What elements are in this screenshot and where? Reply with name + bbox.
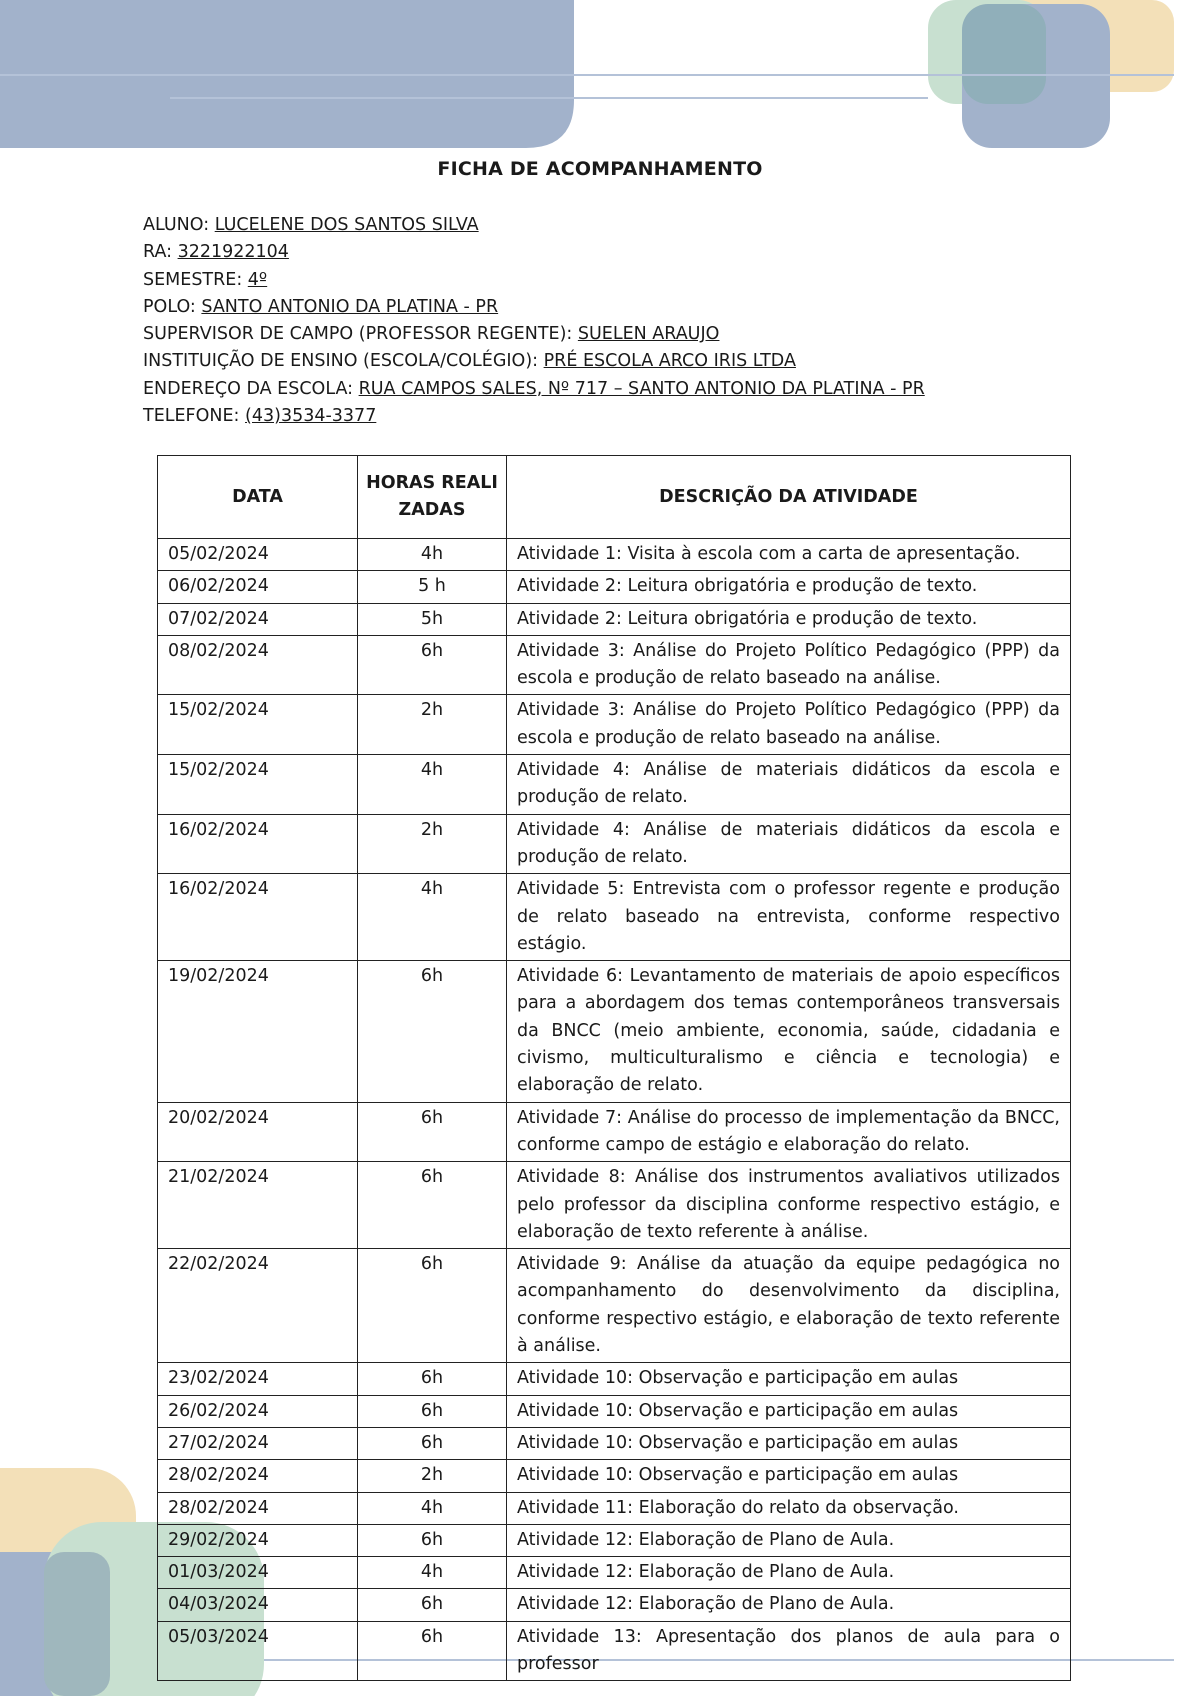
row-hours: 2h (358, 1460, 507, 1492)
row-hours: 6h (358, 961, 507, 1102)
ra-line (143, 239, 925, 266)
table-row (158, 961, 1071, 1102)
row-description: Atividade 10: Observação e participação em aulas (507, 1395, 1071, 1427)
row-description: Atividade 12: Elaboração de Plano de Aula. (507, 1524, 1071, 1556)
header-decoration (0, 0, 1200, 160)
row-date: 01/03/2024 (158, 1557, 358, 1589)
row-description: Atividade 9: Análise da atuação da equipe pedagógica no acompanhamento do desenvolvimento da disciplina, conforme respectivo estágio, e elaboração de texto referente à análise. (507, 1249, 1071, 1363)
row-date: 23/02/2024 (158, 1363, 358, 1395)
row-description: Atividade 10: Observação e participação em aulas (507, 1427, 1071, 1459)
row-hours: 6h (358, 1249, 507, 1363)
row-hours: 5 h (358, 571, 507, 603)
row-date: 15/02/2024 (158, 755, 358, 815)
row-hours: 6h (358, 1589, 507, 1621)
table-row (158, 1249, 1071, 1363)
info-label: SUPERVISOR DE CAMPO (PROFESSOR REGENTE): (143, 324, 578, 345)
address-line (143, 376, 925, 403)
row-date: 27/02/2024 (158, 1427, 358, 1459)
row-description: Atividade 6: Levantamento de materiais de apoio específicos para a abordagem dos temas contemporâneos transversais da BNCC (meio ambiente, economia, saúde, cidadania e civismo, multiculturalismo e ciência e tecnologia) e elaboração de relato. (507, 961, 1071, 1102)
row-description: Atividade 12: Elaboração de Plano de Aula. (507, 1557, 1071, 1589)
row-date: 29/02/2024 (158, 1524, 358, 1556)
info-label: POLO: (143, 296, 202, 317)
row-description: Atividade 4: Análise de materiais didáticos da escola e produção de relato. (507, 814, 1071, 874)
table-row (158, 755, 1071, 815)
row-hours: 6h (358, 1363, 507, 1395)
row-hours: 4h (358, 539, 507, 571)
polo-value: SANTO ANTONIO DA PLATINA - PR (201, 296, 499, 317)
student-info (143, 212, 925, 430)
row-date: 16/02/2024 (158, 874, 358, 961)
row-date: 28/02/2024 (158, 1460, 358, 1492)
table-row (158, 1524, 1071, 1556)
row-description: Atividade 13: Apresentação dos planos de aula para o professor (507, 1621, 1071, 1681)
row-hours: 6h (358, 1395, 507, 1427)
table-row (158, 571, 1071, 603)
table-row (158, 814, 1071, 874)
row-description: Atividade 3: Análise do Projeto Político Pedagógico (PPP) da escola e produção de relato baseado na análise. (507, 695, 1071, 755)
table-row (158, 635, 1071, 695)
info-label: ENDEREÇO DA ESCOLA: (143, 378, 359, 399)
row-hours: 2h (358, 695, 507, 755)
semester-line (143, 267, 925, 294)
supervisor-line (143, 321, 925, 348)
header-overlap-shape (962, 4, 1046, 104)
header-line-top (0, 74, 1174, 76)
row-date: 06/02/2024 (158, 571, 358, 603)
row-hours: 6h (358, 1621, 507, 1681)
polo-line (143, 294, 925, 321)
row-description: Atividade 4: Análise de materiais didáticos da escola e produção de relato. (507, 755, 1071, 815)
semester-value: 4º (247, 269, 268, 290)
row-date: 07/02/2024 (158, 603, 358, 635)
row-description: Atividade 2: Leitura obrigatória e produção de texto. (507, 603, 1071, 635)
table-row (158, 695, 1071, 755)
row-description: Atividade 10: Observação e participação em aulas (507, 1363, 1071, 1395)
table-row (158, 1589, 1071, 1621)
header-hours: HORAS REALIZADAS (358, 456, 507, 539)
footer-overlap-shape (44, 1552, 110, 1696)
row-description: Atividade 8: Análise dos instrumentos avaliativos utilizados pelo professor da disciplina conforme respectivo estágio, e elaboração de texto referente à análise. (507, 1162, 1071, 1249)
row-description: Atividade 1: Visita à escola com a carta de apresentação. (507, 539, 1071, 571)
row-hours: 6h (358, 1102, 507, 1162)
row-date: 20/02/2024 (158, 1102, 358, 1162)
header-description: DESCRIÇÃO DA ATIVIDADE (507, 456, 1071, 539)
table-row (158, 1395, 1071, 1427)
header-date: DATA (158, 456, 358, 539)
institution-line (143, 348, 925, 375)
row-hours: 4h (358, 1557, 507, 1589)
info-label: SEMESTRE: (143, 269, 248, 290)
row-hours: 6h (358, 1524, 507, 1556)
table-row (158, 874, 1071, 961)
table-row (158, 1492, 1071, 1524)
row-date: 05/02/2024 (158, 539, 358, 571)
table-row (158, 1427, 1071, 1459)
row-description: Atividade 7: Análise do processo de implementação da BNCC, conforme campo de estágio e elaboração do relato. (507, 1102, 1071, 1162)
student-name-line (143, 212, 925, 239)
table-row (158, 1363, 1071, 1395)
address-value: RUA CAMPOS SALES, Nº 717 – SANTO ANTONIO DA PLATINA - PR (358, 378, 925, 399)
header-line-bottom (170, 97, 928, 99)
institution-value: PRÉ ESCOLA ARCO IRIS LTDA (543, 351, 796, 372)
table-row (158, 1102, 1071, 1162)
row-date: 16/02/2024 (158, 814, 358, 874)
row-hours: 6h (358, 1427, 507, 1459)
table-row (158, 1621, 1071, 1681)
activities-table (157, 455, 1071, 1681)
table-row (158, 1162, 1071, 1249)
row-date: 28/02/2024 (158, 1492, 358, 1524)
row-date: 04/03/2024 (158, 1589, 358, 1621)
info-label: INSTITUIÇÃO DE ENSINO (ESCOLA/COLÉGIO): (143, 351, 544, 372)
table-header-row (158, 456, 1071, 539)
table-row (158, 539, 1071, 571)
info-label: ALUNO: (143, 215, 215, 235)
table-row (158, 1460, 1071, 1492)
row-date: 26/02/2024 (158, 1395, 358, 1427)
table-row (158, 603, 1071, 635)
row-hours: 4h (358, 1492, 507, 1524)
row-date: 21/02/2024 (158, 1162, 358, 1249)
row-description: Atividade 3: Análise do Projeto Político Pedagógico (PPP) da escola e produção de relato baseado na análise. (507, 635, 1071, 695)
table-row (158, 1557, 1071, 1589)
document-title: FICHA DE ACOMPANHAMENTO (437, 158, 763, 180)
row-hours: 2h (358, 814, 507, 874)
row-date: 19/02/2024 (158, 961, 358, 1102)
row-date: 05/03/2024 (158, 1621, 358, 1681)
row-hours: 5h (358, 603, 507, 635)
ra-value: 3221922104 (177, 242, 289, 263)
row-hours: 4h (358, 755, 507, 815)
row-description: Atividade 2: Leitura obrigatória e produção de texto. (507, 571, 1071, 603)
row-date: 15/02/2024 (158, 695, 358, 755)
row-date: 08/02/2024 (158, 635, 358, 695)
row-description: Atividade 10: Observação e participação em aulas (507, 1460, 1071, 1492)
row-hours: 6h (358, 1162, 507, 1249)
phone-line (143, 403, 925, 430)
row-description: Atividade 11: Elaboração do relato da observação. (507, 1492, 1071, 1524)
info-label: RA: (143, 242, 178, 263)
row-description: Atividade 5: Entrevista com o professor regente e produção de relato baseado na entrevista, conforme respectivo estágio. (507, 874, 1071, 961)
row-hours: 4h (358, 874, 507, 961)
student-name-value: LUCELENE DOS SANTOS SILVA (214, 215, 479, 235)
row-date: 22/02/2024 (158, 1249, 358, 1363)
row-hours: 6h (358, 635, 507, 695)
row-description: Atividade 12: Elaboração de Plano de Aula. (507, 1589, 1071, 1621)
phone-value: (43)3534-3377 (245, 406, 377, 427)
info-label: TELEFONE: (143, 406, 246, 427)
supervisor-value: SUELEN ARAUJO (577, 324, 720, 345)
